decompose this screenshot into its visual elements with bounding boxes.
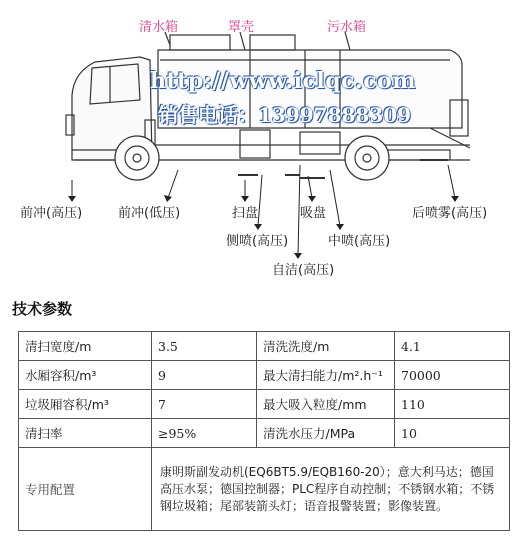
spec-value: 3.5 — [152, 332, 257, 361]
table-row — [19, 332, 510, 361]
watermark-phone: 销售电话：13997888309 — [158, 103, 412, 127]
label-sewage-tank: 污水箱 — [327, 20, 367, 35]
spec-title: 技术参数 — [12, 300, 73, 318]
spec-value: 7 — [152, 390, 257, 419]
spec-value: ≥95% — [152, 419, 257, 448]
spec-key: 清扫宽度/m — [19, 332, 152, 361]
config-text: 康明斯副发动机(EQ6BT5.9/EQB160-20）；意大利马达；德国高压水泵；德国控制器；PLC程序自动控制；不锈钢水箱；不锈钢垃圾箱；尾部装箭头灯；语音报警装置；影像装置。 — [152, 448, 510, 531]
spec-value: 9 — [152, 361, 257, 390]
table-row — [19, 390, 510, 419]
config-label: 专用配置 — [19, 448, 152, 531]
spec-table — [18, 331, 510, 531]
spec-key: 最大吸入粒度/mm — [257, 390, 395, 419]
spec-key: 水厢容积/m³ — [19, 361, 152, 390]
spec-value: 10 — [395, 419, 510, 448]
label-mid-spray: 中喷(高压) — [328, 234, 391, 249]
spec-key: 清扫率 — [19, 419, 152, 448]
spec-value: 4.1 — [395, 332, 510, 361]
label-hood: 罩壳 — [228, 20, 255, 35]
spec-key: 清洗洗度/m — [257, 332, 395, 361]
label-self-clean: 自洁(高压) — [272, 263, 335, 278]
label-front-flush-high: 前冲(高压) — [20, 206, 83, 221]
watermark-url: http://www.iclqc.com — [150, 68, 417, 94]
spec-key: 垃圾厢容积/m³ — [19, 390, 152, 419]
spec-key: 清洗水压力/MPa — [257, 419, 395, 448]
label-sweep-disc: 扫盘 — [232, 206, 259, 221]
spec-value: 110 — [395, 390, 510, 419]
label-rear-spray: 后喷雾(高压) — [412, 206, 488, 221]
table-row — [19, 448, 510, 531]
table-row — [19, 419, 510, 448]
spec-value: 70000 — [395, 361, 510, 390]
table-row — [19, 361, 510, 390]
label-suction-disc: 吸盘 — [300, 206, 327, 221]
label-side-spray: 侧喷(高压) — [226, 234, 289, 249]
label-clean-tank: 清水箱 — [139, 20, 179, 35]
spec-key: 最大清扫能力/m².h⁻¹ — [257, 361, 395, 390]
label-front-flush-low: 前冲(低压) — [118, 206, 181, 221]
